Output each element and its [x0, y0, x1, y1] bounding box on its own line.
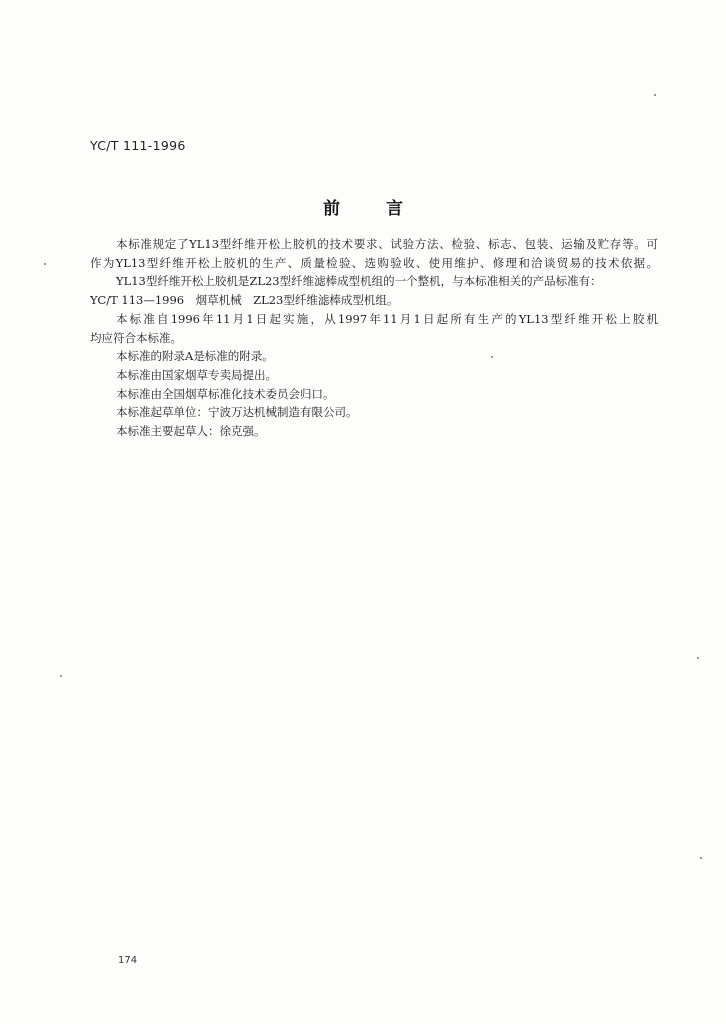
foreword-body [90, 235, 658, 441]
document-code: YC/T 111-1996 [90, 138, 186, 153]
paragraph-related-standard: YC/T 113—1996 烟草机械 ZL23型纤维滤棒成型机组。 [90, 293, 399, 308]
paragraph-scope-line-2: 作为YL13型纤维开松上胶机的生产、质量检验、选购验收、使用维护、修理和洽谈贸易的技术依据。 [90, 255, 658, 270]
scan-speck [654, 94, 656, 96]
paragraph-related-line-1: YL13型纤维开松上胶机是ZL23型纤维滤棒成型机组的一个整机，与本标准相关的产品标准有： [116, 274, 602, 289]
paragraph-effective-line-2: 均应符合本标准。 [90, 330, 182, 345]
title-char-2: 言 [386, 199, 403, 219]
paragraph-scope-line-1: 本标准规定了YL13型纤维开松上胶机的技术要求、试验方法、检验、标志、包装、运输及贮存等。可 [116, 237, 658, 251]
scan-speck [697, 657, 699, 659]
paragraph-drafter: 本标准主要起草人：徐克强。 [116, 424, 266, 439]
paragraph-drafting-unit: 本标准起草单位：宁波万达机械制造有限公司。 [116, 405, 358, 420]
paragraph-proposed-by: 本标准由国家烟草专卖局提出。 [116, 367, 277, 382]
page-number: 174 [118, 955, 138, 966]
page-title [0, 194, 726, 219]
paragraph-administered-by: 本标准由全国烟草标准化技术委员会归口。 [116, 386, 335, 401]
scan-speck [44, 263, 46, 265]
title-char-1: 前 [323, 199, 340, 219]
scan-speck [60, 675, 62, 677]
scan-speck [491, 356, 493, 358]
paragraph-appendix: 本标准的附录A是标准的附录。 [116, 349, 274, 364]
paragraph-effective-line-1: 本标准自1996年11月1日起实施，从1997年11月1日起所有生产的YL13型纤维开松上胶机 [116, 311, 658, 326]
scan-speck [700, 857, 702, 859]
